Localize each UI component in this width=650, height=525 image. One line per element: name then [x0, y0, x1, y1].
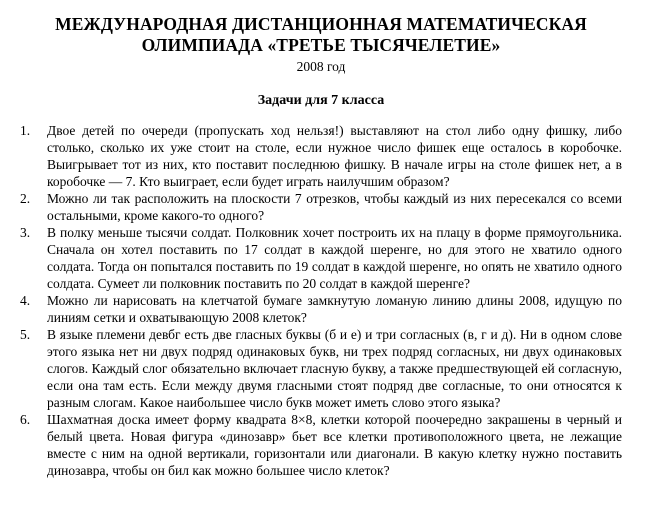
problem-number: 4.	[20, 293, 31, 308]
problem-item	[20, 326, 622, 411]
problem-text: Можно ли нарисовать на клетчатой бумаге замкнутую ломаную линию длины 2008, идущую по линиям сетки и охватывающую 2008 клеток?	[47, 293, 622, 325]
document-title	[20, 14, 622, 56]
problem-text: Двое детей по очереди (пропускать ход нельзя!) выставляют на стол либо одну фишку, либо столько, сколько их уже стоит на столе, если нужное число фишек еще осталось в коробочке. Выигрывает тот из них, кто поставит последнюю фишку. В начале игры на столе фишек нет, а в коробочке — 7. Кто выиграет, если будет играть наилучшим образом?	[47, 123, 622, 189]
problem-text: Шахматная доска имеет форму квадрата 8×8, клетки которой поочередно закрашены в черный и белый цвета. Новая фигура «динозавр» бьет все клетки противоположного цвета, не лежащие вместе с ним на одной вертикали, горизонтали или диагонали. В какую клетку нужно поставить динозавра, чтобы он бил как можно большее число клеток?	[47, 412, 622, 478]
problem-number: 1.	[20, 123, 31, 138]
problem-text: В полку меньше тысячи солдат. Полковник хочет построить их на плацу в форме прямоугольника. Сначала он хотел поставить по 17 солдат в каждой шеренге, но для этого не хватило одного солдата. Тогда он попытался поставить по 19 солдат в каждой шеренге, но опять не хватило одного солдата. Сумеет ли полковник поставить по 20 солдат в каждой шеренге?	[47, 225, 622, 291]
problem-number: 5.	[20, 327, 31, 342]
problem-number: 3.	[20, 225, 31, 240]
title-line-1: МЕЖДУНАРОДНАЯ ДИСТАНЦИОННАЯ МАТЕМАТИЧЕСКАЯ	[55, 14, 587, 34]
title-line-2: ОЛИМПИАДА «ТРЕТЬЕ ТЫСЯЧЕЛЕТИЕ»	[141, 35, 501, 55]
problem-list	[20, 122, 622, 479]
problem-number: 6.	[20, 412, 31, 427]
problem-number: 2.	[20, 191, 31, 206]
problem-item	[20, 190, 622, 224]
problem-item	[20, 224, 622, 292]
document-year: 2008 год	[296, 59, 346, 74]
problem-text: В языке племени девбг есть две гласных буквы (б и е) и три согласных (в, г и д). Ни в одном слове этого языка нет ни двух подряд одинаковых букв, ни трех подряд согласных, ни двух одинаковых слогов. Каждый слог обязательно включает гласную букву, а также предшествующей ей согласную, если она там есть. Если между двумя гласными стоят подряд две согласные, то они относятся к разным слогам. Какое наибольшее число букв может иметь слово этого языка?	[47, 327, 622, 410]
document-subtitle: Задачи для 7 класса	[257, 93, 385, 108]
problem-item	[20, 411, 622, 479]
problem-item	[20, 122, 622, 190]
problem-item	[20, 292, 622, 326]
problem-text: Можно ли так расположить на плоскости 7 отрезков, чтобы каждый из них пересекался со всеми остальными, кроме какого-то одного?	[47, 191, 622, 223]
